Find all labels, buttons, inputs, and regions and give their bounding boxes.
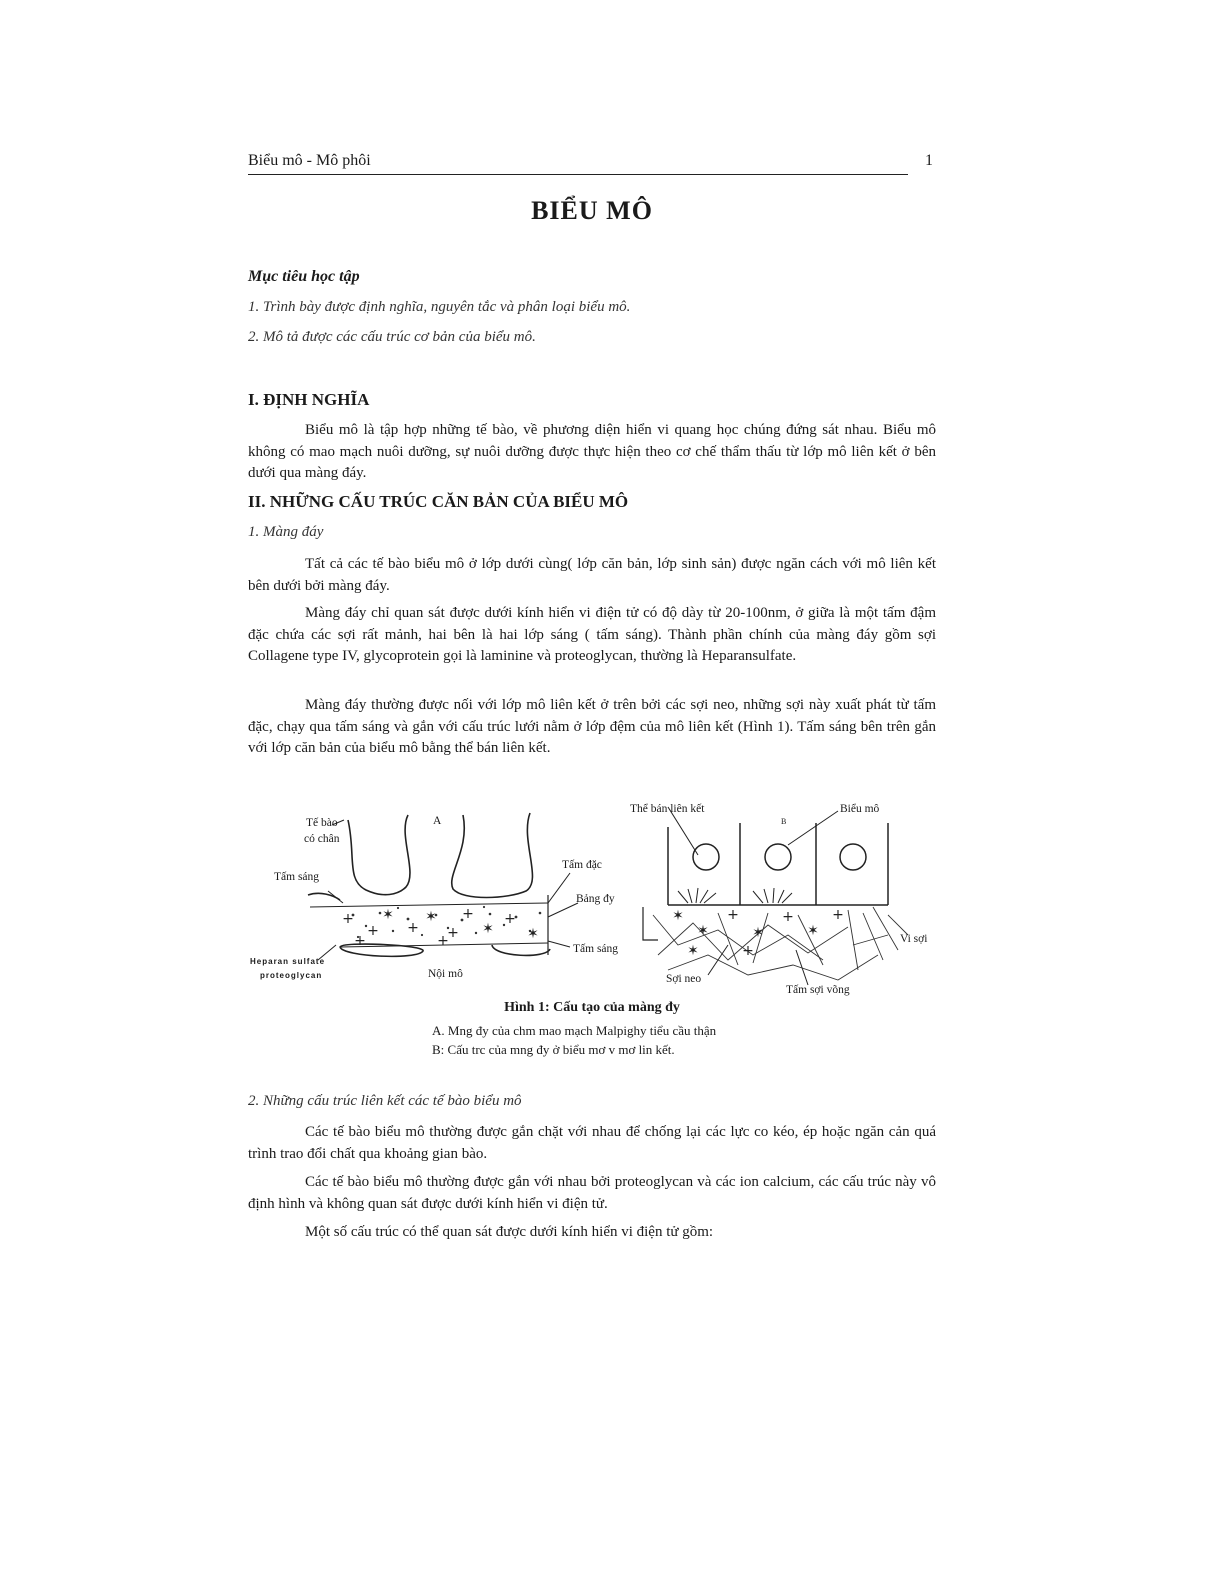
svg-text:✶: ✶: [687, 943, 699, 959]
svg-text:✶: ✶: [527, 926, 539, 942]
page-number: 1: [925, 152, 933, 169]
definition-paragraph: Biểu mô là tập hợp những tế bào, về phương diện hiển vi quang học chúng đứng sát nhau. Biểu mô không có mao mạch nuôi dưỡng, sự nuôi dưỡng được thực hiện theo cơ chế thẩm thấu từ lớp mô liên kết ở bên dưới qua màng đáy.: [248, 422, 936, 481]
svg-text:+: +: [407, 920, 419, 936]
figure-basement-membrane: [248, 795, 938, 1005]
svg-text:+: +: [742, 943, 754, 959]
svg-text:✶: ✶: [382, 907, 394, 923]
svg-text:✶: ✶: [425, 909, 437, 925]
svg-text:+: +: [354, 933, 366, 949]
objectives-heading: Mục tiêu học tập: [248, 268, 360, 285]
figure-caption-b: B: Cấu trc của mng đy ở biểu mơ v mơ lin kết.: [432, 1042, 675, 1057]
svg-text:+: +: [342, 911, 354, 927]
section-heading-structures: II. NHỮNG CẤU TRÚC CĂN BẢN CỦA BIỂU MÔ: [248, 492, 629, 511]
paragraph: Màng đáy chỉ quan sát được dưới kính hiển vi điện tử có độ dày từ 20-100nm, ở giữa là một tấm đậm đặc chứa các sợi rất mảnh, hai bên là hai lớp sáng ( tấm sáng). Thành phần chính của màng đáy gồm sợi Collagene type IV, glycoprotein gọi là laminine và proteoglycan, thường là Heparansulfate.: [248, 605, 936, 664]
subsection-heading-cell-junctions: 2. Những cấu trúc liên kết các tế bào biểu mô: [248, 1093, 522, 1109]
label-microfibrils: Vi sợi: [900, 933, 928, 945]
objective-item: 2. Mô tả được các cấu trúc cơ bản của biểu mô.: [248, 329, 536, 345]
figure-caption-title: Hình 1: Cấu tạo của màng đy: [504, 1000, 680, 1015]
svg-text:+: +: [447, 925, 459, 941]
page-title: BIỂU MÔ: [531, 196, 653, 225]
svg-text:+: +: [504, 911, 516, 927]
panel-a-marker: A: [433, 815, 442, 827]
svg-text:+: +: [367, 923, 379, 939]
label-basal-lamina: Bảng đy: [576, 893, 615, 905]
running-header: [248, 152, 908, 175]
label-epithelium: Biểu mô: [840, 803, 880, 815]
svg-text:✶: ✶: [672, 908, 684, 924]
running-title: Biểu mô - Mô phôi: [248, 152, 371, 169]
label-lamina-lucida-right: Tấm sáng: [573, 943, 619, 955]
label-podocyte: Tế bào: [306, 817, 338, 829]
label-endothelium: Nội mô: [428, 968, 463, 980]
panel-b-marker: B: [781, 817, 787, 826]
svg-text:✶: ✶: [697, 923, 709, 939]
paragraph: Một số cấu trúc có thể quan sát được dưới kính hiển vi điện tử gồm:: [305, 1224, 714, 1240]
label-reticular-lamina: Tấm sợi võng: [786, 984, 850, 996]
figure-caption-a: A. Mng đy của chm mao mạch Malpighy tiểu cầu thận: [432, 1023, 717, 1038]
label-anchoring-fibrils: Sợi neo: [666, 973, 702, 985]
label-lamina-densa: Tấm đặc: [562, 859, 602, 871]
label-hemidesmosome: Thể bán liên kết: [630, 803, 705, 815]
subsection-heading-basement-membrane: 1. Màng đáy: [248, 524, 324, 540]
label-podocyte: có chân: [304, 833, 340, 845]
svg-text:+: +: [727, 907, 739, 923]
svg-text:+: +: [462, 906, 474, 922]
svg-text:✶: ✶: [807, 923, 819, 939]
paragraph: Màng đáy thường được nối với lớp mô liên kết ở trên bởi các sợi neo, những sợi này xuất phát từ tấm đặc, chạy qua tấm sáng và gắn với cấu trúc lưới nằm ở lớp đệm của mô liên kết (Hình 1). Tấm sáng bên trên gắn với lớp căn bản của biểu mô bằng thể bán liên kết.: [248, 697, 936, 756]
label-heparan-sulfate: Heparan sulfate: [250, 957, 326, 966]
svg-text:+: +: [782, 909, 794, 925]
label-lamina-lucida-left: Tấm sáng: [274, 871, 320, 883]
label-proteoglycan: proteoglycan: [260, 971, 323, 980]
svg-text:✶: ✶: [482, 921, 494, 937]
paragraph: Tất cả các tế bào biểu mô ở lớp dưới cùng( lớp căn bản, lớp sinh sản) được ngăn cách với mô liên kết bên dưới bởi màng đáy.: [248, 556, 936, 594]
paragraph: Các tế bào biểu mô thường được gắn chặt với nhau để chống lại các lực co kéo, ép hoặc ngăn cản quá trình trao đổi chất qua khoảng gian bào.: [248, 1124, 936, 1162]
section-heading-definition: I. ĐỊNH NGHĨA: [248, 390, 370, 409]
svg-text:+: +: [437, 933, 449, 949]
paragraph: Các tế bào biểu mô thường được gắn với nhau bởi proteoglycan và các ion calcium, các cấu trúc này vô định hình và không quan sát được dưới kính hiển vi điện tử.: [248, 1174, 936, 1212]
svg-text:+: +: [832, 907, 844, 923]
objective-item: 1. Trình bày được định nghĩa, nguyên tắc và phân loại biểu mô.: [248, 299, 631, 315]
svg-text:✶: ✶: [752, 925, 764, 941]
